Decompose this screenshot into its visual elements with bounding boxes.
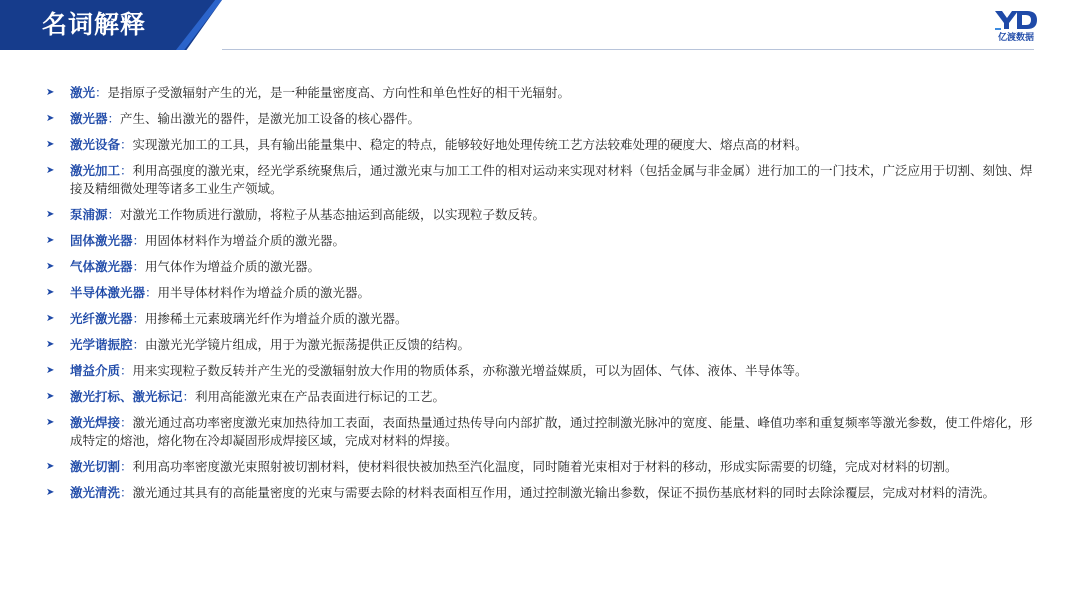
arrow-bullet-icon: ➤ [46, 287, 55, 298]
term-description: 是指原子受激辐射产生的光，是一种能量密度高、方向性和单色性好的相干光辐射。 [107, 85, 571, 100]
term-colon: ： [132, 337, 146, 352]
header-divider [222, 49, 1034, 50]
term-label: 激光切割 [70, 459, 121, 474]
term-colon: ： [107, 111, 121, 126]
term-colon: ： [132, 259, 146, 274]
list-item [46, 162, 1036, 198]
list-item [46, 388, 1036, 406]
term-description: 用固体材料作为增益介质的激光器。 [145, 233, 346, 248]
term-colon: ： [145, 285, 158, 300]
term-description: 用半导体材料作为增益介质的激光器。 [157, 285, 371, 300]
yd-logo-icon [993, 8, 1039, 32]
arrow-bullet-icon: ➤ [46, 339, 55, 350]
list-item [46, 110, 1036, 128]
list-item [46, 232, 1036, 250]
term-description: 用来实现粒子数反转并产生光的受激辐射放大作用的物质体系，亦称激光增益媒质，可以为固体、气体、液体、半导体等。 [132, 363, 808, 378]
term-colon: ： [120, 415, 133, 430]
term-colon: ： [132, 233, 146, 248]
arrow-bullet-icon: ➤ [46, 365, 55, 376]
arrow-bullet-icon: ➤ [46, 139, 55, 150]
term-description: 利用高能激光束在产品表面进行标记的工艺。 [195, 389, 446, 404]
arrow-bullet-icon: ➤ [46, 313, 55, 324]
arrow-bullet-icon: ➤ [46, 461, 55, 472]
page-title: 名词解释 [42, 10, 147, 39]
term-description: 用掺稀土元素玻璃光纤作为增益介质的激光器。 [145, 311, 408, 326]
term-colon: ： [120, 163, 133, 178]
arrow-bullet-icon: ➤ [46, 209, 55, 220]
list-item [46, 258, 1036, 276]
term-label: 增益介质 [70, 363, 121, 378]
arrow-bullet-icon: ➤ [46, 165, 55, 176]
term-label: 激光清洗 [70, 485, 121, 500]
term-label: 激光打标、激光标记 [70, 389, 183, 404]
arrow-bullet-icon: ➤ [46, 417, 55, 428]
list-item [46, 284, 1036, 302]
list-item [46, 206, 1036, 224]
arrow-bullet-icon: ➤ [46, 235, 55, 246]
term-description: 激光通过其具有的高能量密度的光束与需要去除的材料表面相互作用，通过控制激光输出参数，保证不损伤基底材料的同时去除涂覆层，完成对材料的清洗。 [132, 485, 996, 500]
term-colon: ： [95, 85, 108, 100]
term-label: 光学谐振腔 [70, 337, 133, 352]
list-item [46, 484, 1036, 502]
term-label: 激光加工 [70, 163, 121, 178]
list-item [46, 414, 1036, 450]
term-label: 激光器 [70, 111, 108, 126]
term-label: 气体激光器 [70, 259, 133, 274]
term-description: 用气体作为增益介质的激光器。 [145, 259, 321, 274]
term-label: 激光焊接 [70, 415, 121, 430]
arrow-bullet-icon: ➤ [46, 261, 55, 272]
term-label: 泵浦源 [70, 207, 108, 222]
arrow-bullet-icon: ➤ [46, 87, 55, 98]
list-item [46, 84, 1036, 102]
term-colon: ： [132, 311, 146, 326]
term-label: 固体激光器 [70, 233, 133, 248]
term-description: 激光通过高功率密度激光束加热待加工表面，表面热量通过热传导向内部扩散，通过控制激光脉冲的宽度、能量、峰值功率和重复频率等激光参数，使工件熔化，形成特定的熔池，熔化物在冷却凝固形成焊接区域，完成对材料的焊接。 [70, 415, 1033, 448]
list-item [46, 458, 1036, 476]
term-description: 利用高强度的激光束，经光学系统聚焦后，通过激光束与加工工件的相对运动来实现对材料（包括金属与非金属）进行加工的一门技术，广泛应用于切割、刻蚀、焊接及精细微处理等诸多工业生产领域。 [70, 163, 1033, 196]
list-item [46, 136, 1036, 154]
term-description: 利用高功率密度激光束照射被切割材料，使材料很快被加热至汽化温度，同时随着光束相对于材料的移动，形成实际需要的切缝，完成对材料的切割。 [132, 459, 958, 474]
company-logo [988, 8, 1044, 48]
term-description: 由激光光学镜片组成，用于为激光振荡提供正反馈的结构。 [145, 337, 471, 352]
glossary-list [46, 84, 1036, 510]
term-label: 半导体激光器 [70, 285, 146, 300]
logo-text: 亿渡数据 [997, 33, 1034, 43]
term-colon: ： [120, 485, 133, 500]
term-label: 激光 [70, 85, 96, 100]
term-colon: ： [120, 137, 133, 152]
list-item [46, 310, 1036, 328]
term-description: 对激光工作物质进行激励，将粒子从基态抽运到高能级，以实现粒子数反转。 [120, 207, 546, 222]
arrow-bullet-icon: ➤ [46, 487, 55, 498]
term-description: 产生、输出激光的器件，是激光加工设备的核心器件。 [120, 111, 421, 126]
arrow-bullet-icon: ➤ [46, 391, 55, 402]
term-colon: ： [120, 363, 133, 378]
term-colon: ： [120, 459, 133, 474]
arrow-bullet-icon: ➤ [46, 113, 55, 124]
term-colon: ： [107, 207, 121, 222]
list-item [46, 336, 1036, 354]
term-label: 光纤激光器 [70, 311, 133, 326]
term-colon: ： [182, 389, 196, 404]
term-description: 实现激光加工的工具，具有输出能量集中、稳定的特点，能够较好地处理传统工艺方法较难处理的硬度大、熔点高的材料。 [132, 137, 808, 152]
list-item [46, 362, 1036, 380]
term-label: 激光设备 [70, 137, 121, 152]
